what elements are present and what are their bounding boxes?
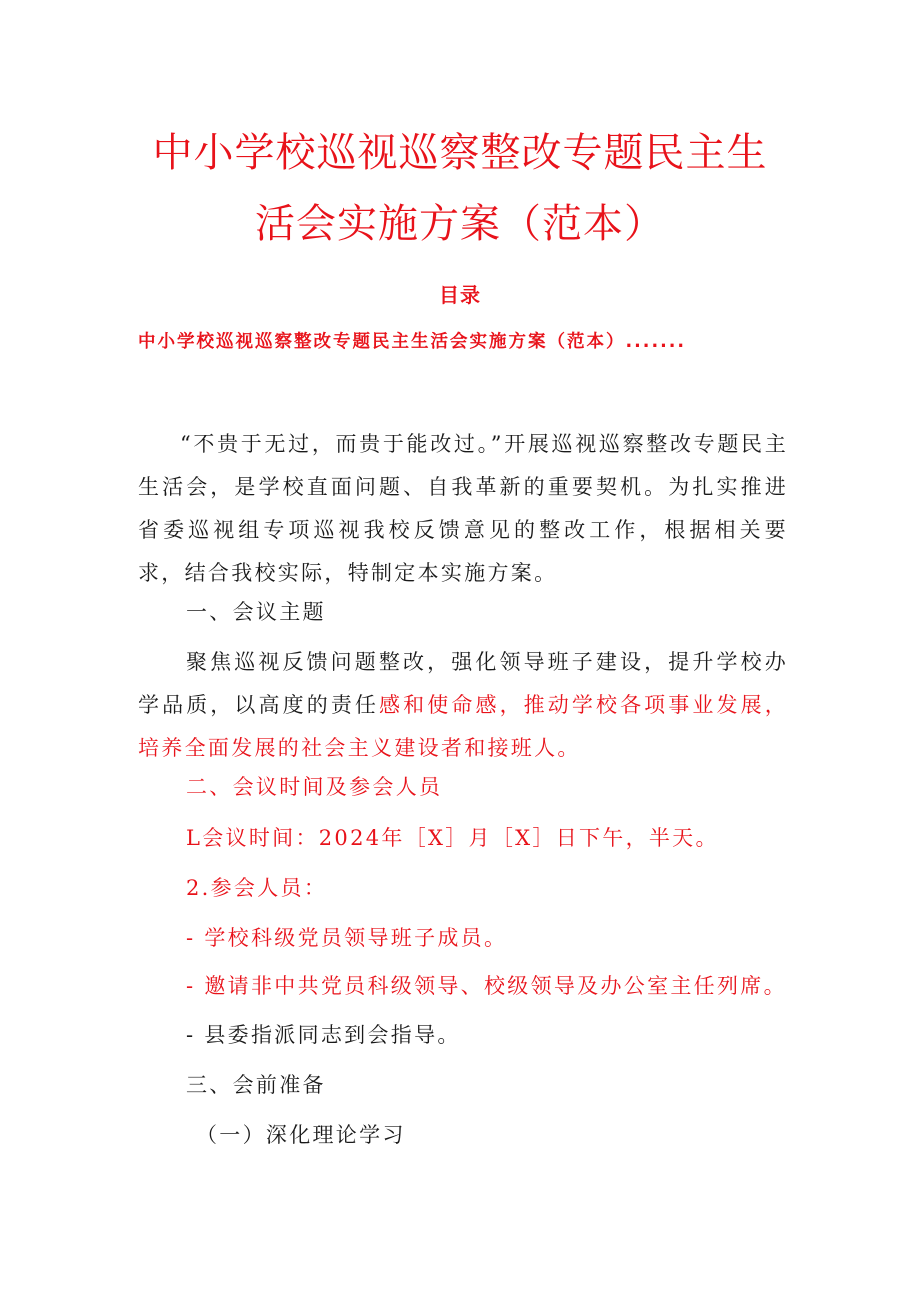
section-1-text-red: 感和使命感，推动学校各项事业发展，培养全面发展的社会主义建设者和接班人。: [138, 693, 789, 760]
toc-heading: 目录: [439, 283, 481, 307]
section-1-paragraph: [138, 641, 788, 770]
attendee-item-2: - 邀请非中共党员科级领导、校级领导及办公室主任列席。: [186, 974, 787, 998]
document-title-line-1: 中小学校巡视巡察整改专题民主生: [152, 130, 768, 176]
meeting-time: L会议时间：2024年［X］月［X］日下午，半天。: [186, 826, 719, 850]
intro-paragraph: “不贵于无过，而贵于能改过。”开展巡视巡察整改专题民主生活会，是学校直面问题、自我革新的重要契机。为扎实推进省委巡视组专项巡视我校反馈意见的整改工作，根据相关要求，结合我校实际，特制定本实施方案。: [138, 432, 788, 585]
section-3-heading: 三、会前准备: [186, 1073, 326, 1097]
toc-entry-link[interactable]: 中小学校巡视巡察整改专题民主生活会实施方案（范本）.......: [138, 332, 687, 352]
document-title-line-2: 活会实施方案（范本）: [255, 201, 665, 247]
attendees-heading: 2.参会人员：: [186, 876, 328, 900]
section-2-heading: 二、会议时间及参会人员: [186, 775, 443, 799]
attendee-item-1: - 学校科级党员领导班子成员。: [186, 926, 508, 950]
subsection-1-heading: （一）深化理论学习: [196, 1123, 406, 1147]
attendee-item-3: - 县委指派同志到会指导。: [186, 1023, 461, 1047]
section-1-text-black: 聚焦巡视反馈问题整改，强化领导班子建设，提升学校办学品质，以高度的责任: [138, 650, 788, 717]
section-1-heading: 一、会议主题: [186, 600, 326, 624]
